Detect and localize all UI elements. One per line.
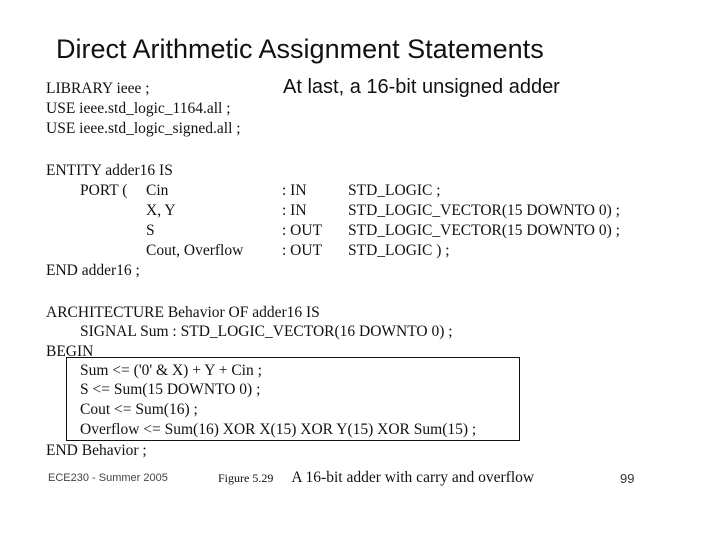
code-library-line: LIBRARY ieee ; <box>46 80 150 97</box>
port-keyword: PORT ( <box>80 182 128 199</box>
code-statement: Cout <= Sum(16) ; <box>80 401 198 418</box>
port-type: STD_LOGIC ; <box>348 182 441 199</box>
figure-caption <box>218 469 534 487</box>
port-name: Cout, Overflow <box>146 242 244 259</box>
port-mode: : IN <box>282 182 307 199</box>
code-begin-line: BEGIN <box>46 343 94 360</box>
port-type: STD_LOGIC_VECTOR(15 DOWNTO 0) ; <box>348 202 620 219</box>
port-type: STD_LOGIC_VECTOR(15 DOWNTO 0) ; <box>348 222 620 239</box>
port-type: STD_LOGIC ) ; <box>348 242 450 259</box>
code-statement: Overflow <= Sum(16) XOR X(15) XOR Y(15) XOR Sum(15) ; <box>80 421 477 438</box>
code-statement: Sum <= ('0' & X) + Y + Cin ; <box>80 362 262 379</box>
port-mode: : IN <box>282 202 307 219</box>
caption-text: A 16-bit adder with carry and overflow <box>291 469 535 486</box>
page-number: 99 <box>620 471 635 486</box>
code-entity-line: ENTITY adder16 IS <box>46 162 173 179</box>
port-mode: : OUT <box>282 222 323 239</box>
code-architecture-line: ARCHITECTURE Behavior OF adder16 IS <box>46 304 320 321</box>
port-mode: : OUT <box>282 242 323 259</box>
course-footer: ECE230 - Summer 2005 <box>48 472 168 484</box>
code-end-architecture-line: END Behavior ; <box>46 442 147 459</box>
port-name: S <box>146 222 155 239</box>
code-end-entity-line: END adder16 ; <box>46 262 140 279</box>
code-use-line-2: USE ieee.std_logic_signed.all ; <box>46 120 241 137</box>
port-name: Cin <box>146 182 169 199</box>
slide-title: Direct Arithmetic Assignment Statements <box>56 34 544 64</box>
code-use-line-1: USE ieee.std_logic_1164.all ; <box>46 100 231 117</box>
port-name: X, Y <box>146 202 176 219</box>
figure-label: Figure 5.29 <box>218 471 274 485</box>
code-signal-line: SIGNAL Sum : STD_LOGIC_VECTOR(16 DOWNTO 0) ; <box>80 323 453 340</box>
code-statement: S <= Sum(15 DOWNTO 0) ; <box>80 381 261 398</box>
slide-subtitle: At last, a 16-bit unsigned adder <box>283 76 560 98</box>
